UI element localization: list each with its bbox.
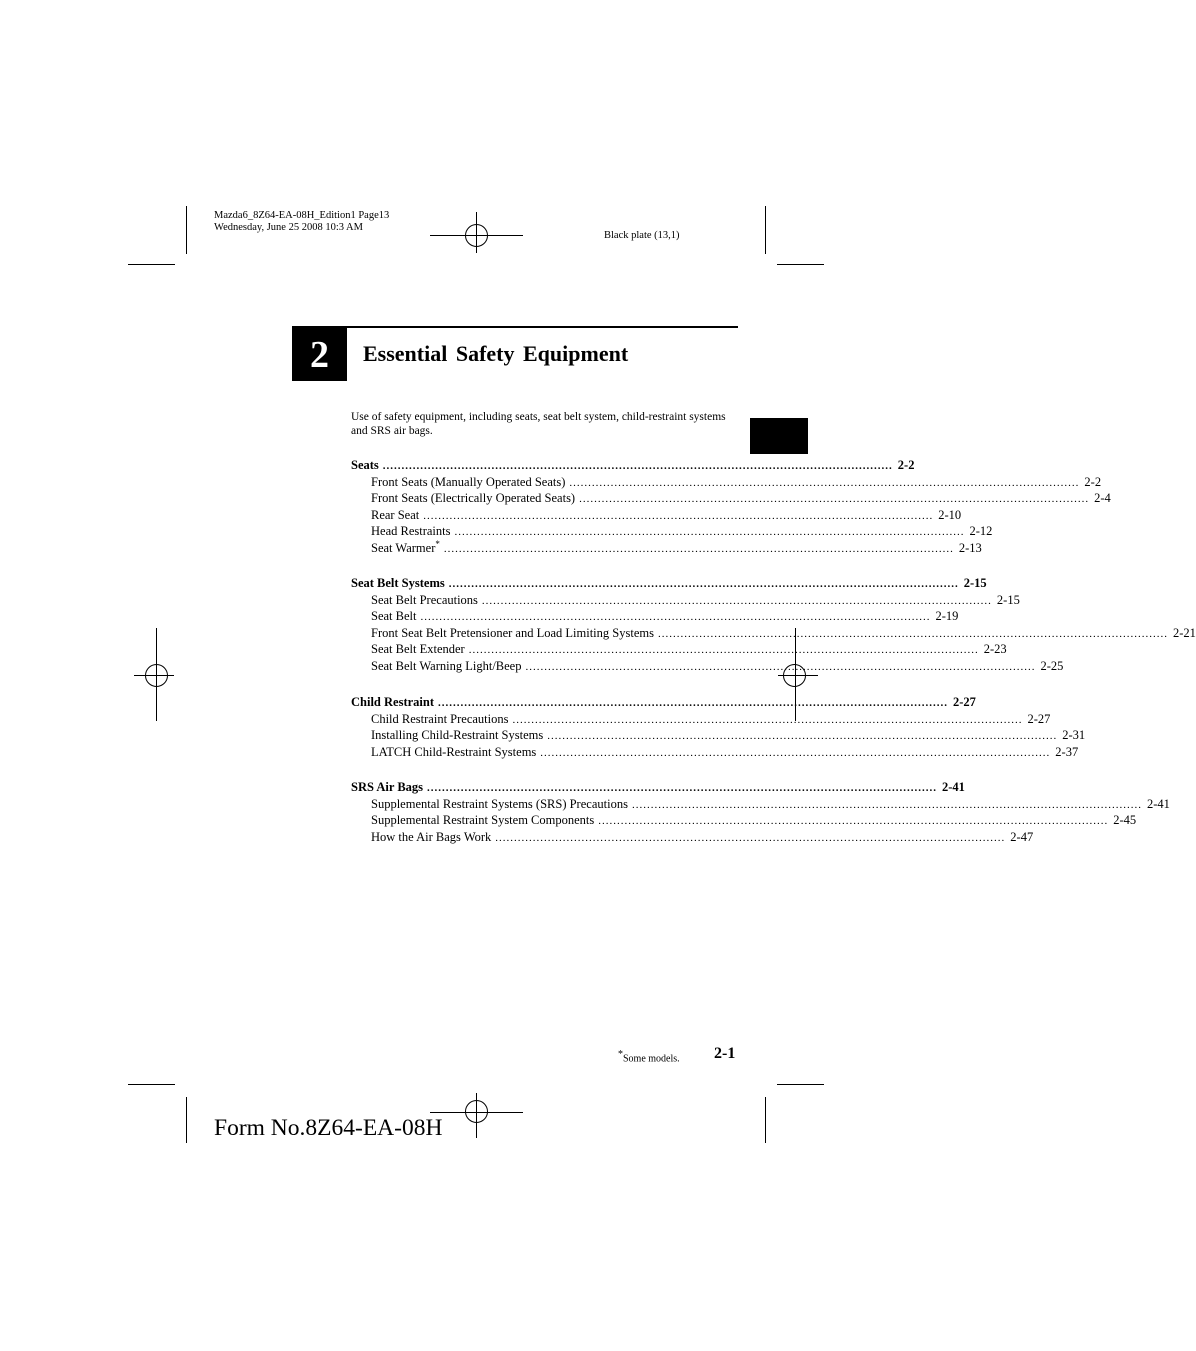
toc-page-ref: 2-10 bbox=[938, 507, 962, 522]
leader-dots: ........................................................................................................................................ bbox=[579, 493, 1090, 505]
header-line-1: Mazda6_8Z64-EA-08H_Edition1 Page13 bbox=[214, 210, 390, 221]
asterisk-mark: * bbox=[435, 538, 440, 549]
leader-dots: ........................................................................................................................................ bbox=[525, 660, 1036, 673]
leader-dots: ........................................................................................................................................ bbox=[512, 713, 1023, 726]
chapter-title: Essential Safety Equipment bbox=[363, 341, 629, 366]
asterisk-mark: * bbox=[618, 1049, 623, 1060]
toc-section-seat-belt-systems bbox=[351, 575, 1196, 674]
toc-entry-label: LATCH Child-Restraint Systems bbox=[371, 744, 537, 759]
toc-page-ref: 2-23 bbox=[983, 642, 1007, 656]
leader-dots: ........................................................................................................................................ bbox=[569, 476, 1080, 489]
leader-dots: ........................................................................................................................................ bbox=[382, 460, 893, 472]
toc-page-ref: 2-12 bbox=[969, 524, 993, 538]
toc-section-srs-air-bags bbox=[351, 779, 1170, 845]
chapter-rule bbox=[292, 326, 738, 328]
toc-page-ref: 2-37 bbox=[1055, 744, 1079, 759]
toc-entry-label: Installing Child-Restraint Systems bbox=[371, 728, 544, 742]
crop-mark bbox=[186, 206, 187, 254]
leader-dots: ........................................................................................................................................ bbox=[443, 542, 954, 555]
toc-entry[interactable] bbox=[351, 474, 1102, 491]
leader-dots: ........................................................................................................................................ bbox=[540, 746, 1051, 759]
toc-entry-label: Front Seat Belt Pretensioner and Load Limiting Systems bbox=[371, 625, 654, 640]
toc-entry[interactable] bbox=[351, 523, 993, 540]
toc-page-ref: 2-13 bbox=[958, 540, 982, 555]
toc-entry[interactable] bbox=[351, 490, 1111, 507]
toc-section-title: Seats bbox=[351, 458, 379, 472]
toc-entry[interactable] bbox=[351, 727, 1086, 744]
toc-entry-label: Seat Belt Warning Light/Beep bbox=[371, 658, 522, 673]
toc-page-ref: 2-2 bbox=[1084, 474, 1102, 489]
toc-entry-label: Seat Belt bbox=[371, 609, 417, 623]
form-number: Form No.8Z64-EA-08H bbox=[214, 1115, 443, 1141]
toc-page-ref: 2-27 bbox=[953, 695, 976, 709]
leader-dots: ........................................................................................................................................ bbox=[547, 730, 1058, 742]
toc-entry-label: Front Seats (Manually Operated Seats) bbox=[371, 474, 566, 489]
toc-entry[interactable] bbox=[351, 812, 1137, 829]
toc-page-ref: 2-27 bbox=[1027, 711, 1051, 726]
crop-mark bbox=[128, 1084, 175, 1085]
leader-dots: ........................................................................................................................................ bbox=[448, 578, 959, 590]
toc-entry-label bbox=[371, 540, 440, 557]
chapter-thumb-tab bbox=[750, 418, 808, 454]
chapter-number: 2 bbox=[292, 328, 347, 381]
toc-entry-label: Seat Belt Precautions bbox=[371, 592, 478, 607]
chapter-intro: Use of safety equipment, including seats, seat belt system, child-restraint systems and SRS air bags. bbox=[351, 411, 726, 437]
toc-page-ref: 2-31 bbox=[1062, 728, 1086, 742]
toc-entry-label: Rear Seat bbox=[371, 507, 420, 522]
toc-page-ref: 2-19 bbox=[935, 609, 959, 623]
crop-mark bbox=[777, 264, 824, 265]
leader-dots: ........................................................................................................................................ bbox=[598, 815, 1109, 827]
toc-entry[interactable] bbox=[351, 608, 959, 625]
toc-section-child-restraint bbox=[351, 694, 1086, 760]
print-header bbox=[214, 210, 389, 234]
crop-mark bbox=[777, 1084, 824, 1085]
toc-entry[interactable] bbox=[351, 507, 962, 524]
toc-page-ref: 2-41 bbox=[942, 780, 965, 794]
leader-dots: ........................................................................................................................................ bbox=[423, 509, 934, 522]
crop-mark bbox=[128, 264, 175, 265]
leader-dots: ........................................................................................................................................ bbox=[495, 831, 1006, 844]
toc-section-title: Child Restraint bbox=[351, 695, 434, 709]
plate-label: Black plate (13,1) bbox=[604, 230, 680, 241]
leader-dots: ........................................................................................................................................ bbox=[481, 594, 992, 607]
leader-dots: ........................................................................................................................................ bbox=[420, 611, 931, 623]
leader-dots: ........................................................................................................................................ bbox=[454, 526, 965, 538]
toc-entry-label: Front Seats (Electrically Operated Seats) bbox=[371, 491, 576, 505]
toc-page-ref: 2-41 bbox=[1146, 796, 1170, 811]
toc-entry-label: How the Air Bags Work bbox=[371, 829, 492, 844]
toc-entry[interactable] bbox=[351, 658, 1064, 675]
toc-entry-label: Seat Belt Extender bbox=[371, 642, 465, 656]
toc-page-ref: 2-4 bbox=[1094, 491, 1111, 505]
toc-section-seats bbox=[351, 457, 1111, 556]
toc-page-ref: 2-15 bbox=[996, 592, 1020, 607]
toc-entry[interactable] bbox=[351, 625, 1196, 642]
toc-entry-label: Supplemental Restraint Systems (SRS) Precautions bbox=[371, 796, 628, 811]
toc-section-title: Seat Belt Systems bbox=[351, 576, 445, 590]
toc-section-heading[interactable] bbox=[351, 457, 915, 474]
toc-entry[interactable] bbox=[351, 641, 1007, 658]
toc-page-ref: 2-25 bbox=[1040, 658, 1064, 673]
leader-dots: ........................................................................................................................................ bbox=[427, 782, 938, 794]
toc-entry-text: Seat Warmer bbox=[371, 540, 436, 555]
crop-mark bbox=[765, 206, 766, 254]
toc-entry-label: Child Restraint Precautions bbox=[371, 711, 509, 726]
toc-page-ref: 2-45 bbox=[1113, 813, 1137, 827]
toc-entry[interactable] bbox=[351, 711, 1051, 728]
toc-entry[interactable] bbox=[351, 592, 1020, 609]
leader-dots: ........................................................................................................................................ bbox=[468, 644, 979, 656]
toc-entry[interactable] bbox=[351, 796, 1170, 813]
crop-mark bbox=[186, 1097, 187, 1143]
toc-entry-label: Head Restraints bbox=[371, 524, 451, 538]
toc-page-ref: 2-21 bbox=[1172, 625, 1196, 640]
toc-section-heading[interactable] bbox=[351, 779, 965, 796]
toc-entry[interactable] bbox=[351, 538, 982, 557]
crop-mark bbox=[765, 1097, 766, 1143]
leader-dots: ........................................................................................................................................ bbox=[631, 798, 1142, 811]
leader-dots: ........................................................................................................................................ bbox=[657, 627, 1168, 640]
leader-dots: ........................................................................................................................................ bbox=[438, 697, 948, 709]
footnote-text: Some models. bbox=[623, 1053, 680, 1065]
toc-entry-label: Supplemental Restraint System Components bbox=[371, 813, 595, 827]
toc-page-ref: 2-47 bbox=[1010, 829, 1034, 844]
toc-section-title: SRS Air Bags bbox=[351, 780, 424, 794]
toc-entry[interactable] bbox=[351, 744, 1079, 761]
toc-page-ref: 2-2 bbox=[897, 458, 915, 472]
page-number: 2-1 bbox=[714, 1045, 736, 1062]
toc-entry[interactable] bbox=[351, 829, 1034, 846]
footnote bbox=[618, 1049, 680, 1064]
toc-section-heading[interactable] bbox=[351, 694, 976, 711]
toc-section-heading[interactable] bbox=[351, 575, 987, 592]
toc-page-ref: 2-15 bbox=[963, 576, 987, 590]
header-line-2: Wednesday, June 25 2008 10:3 AM bbox=[214, 222, 363, 233]
